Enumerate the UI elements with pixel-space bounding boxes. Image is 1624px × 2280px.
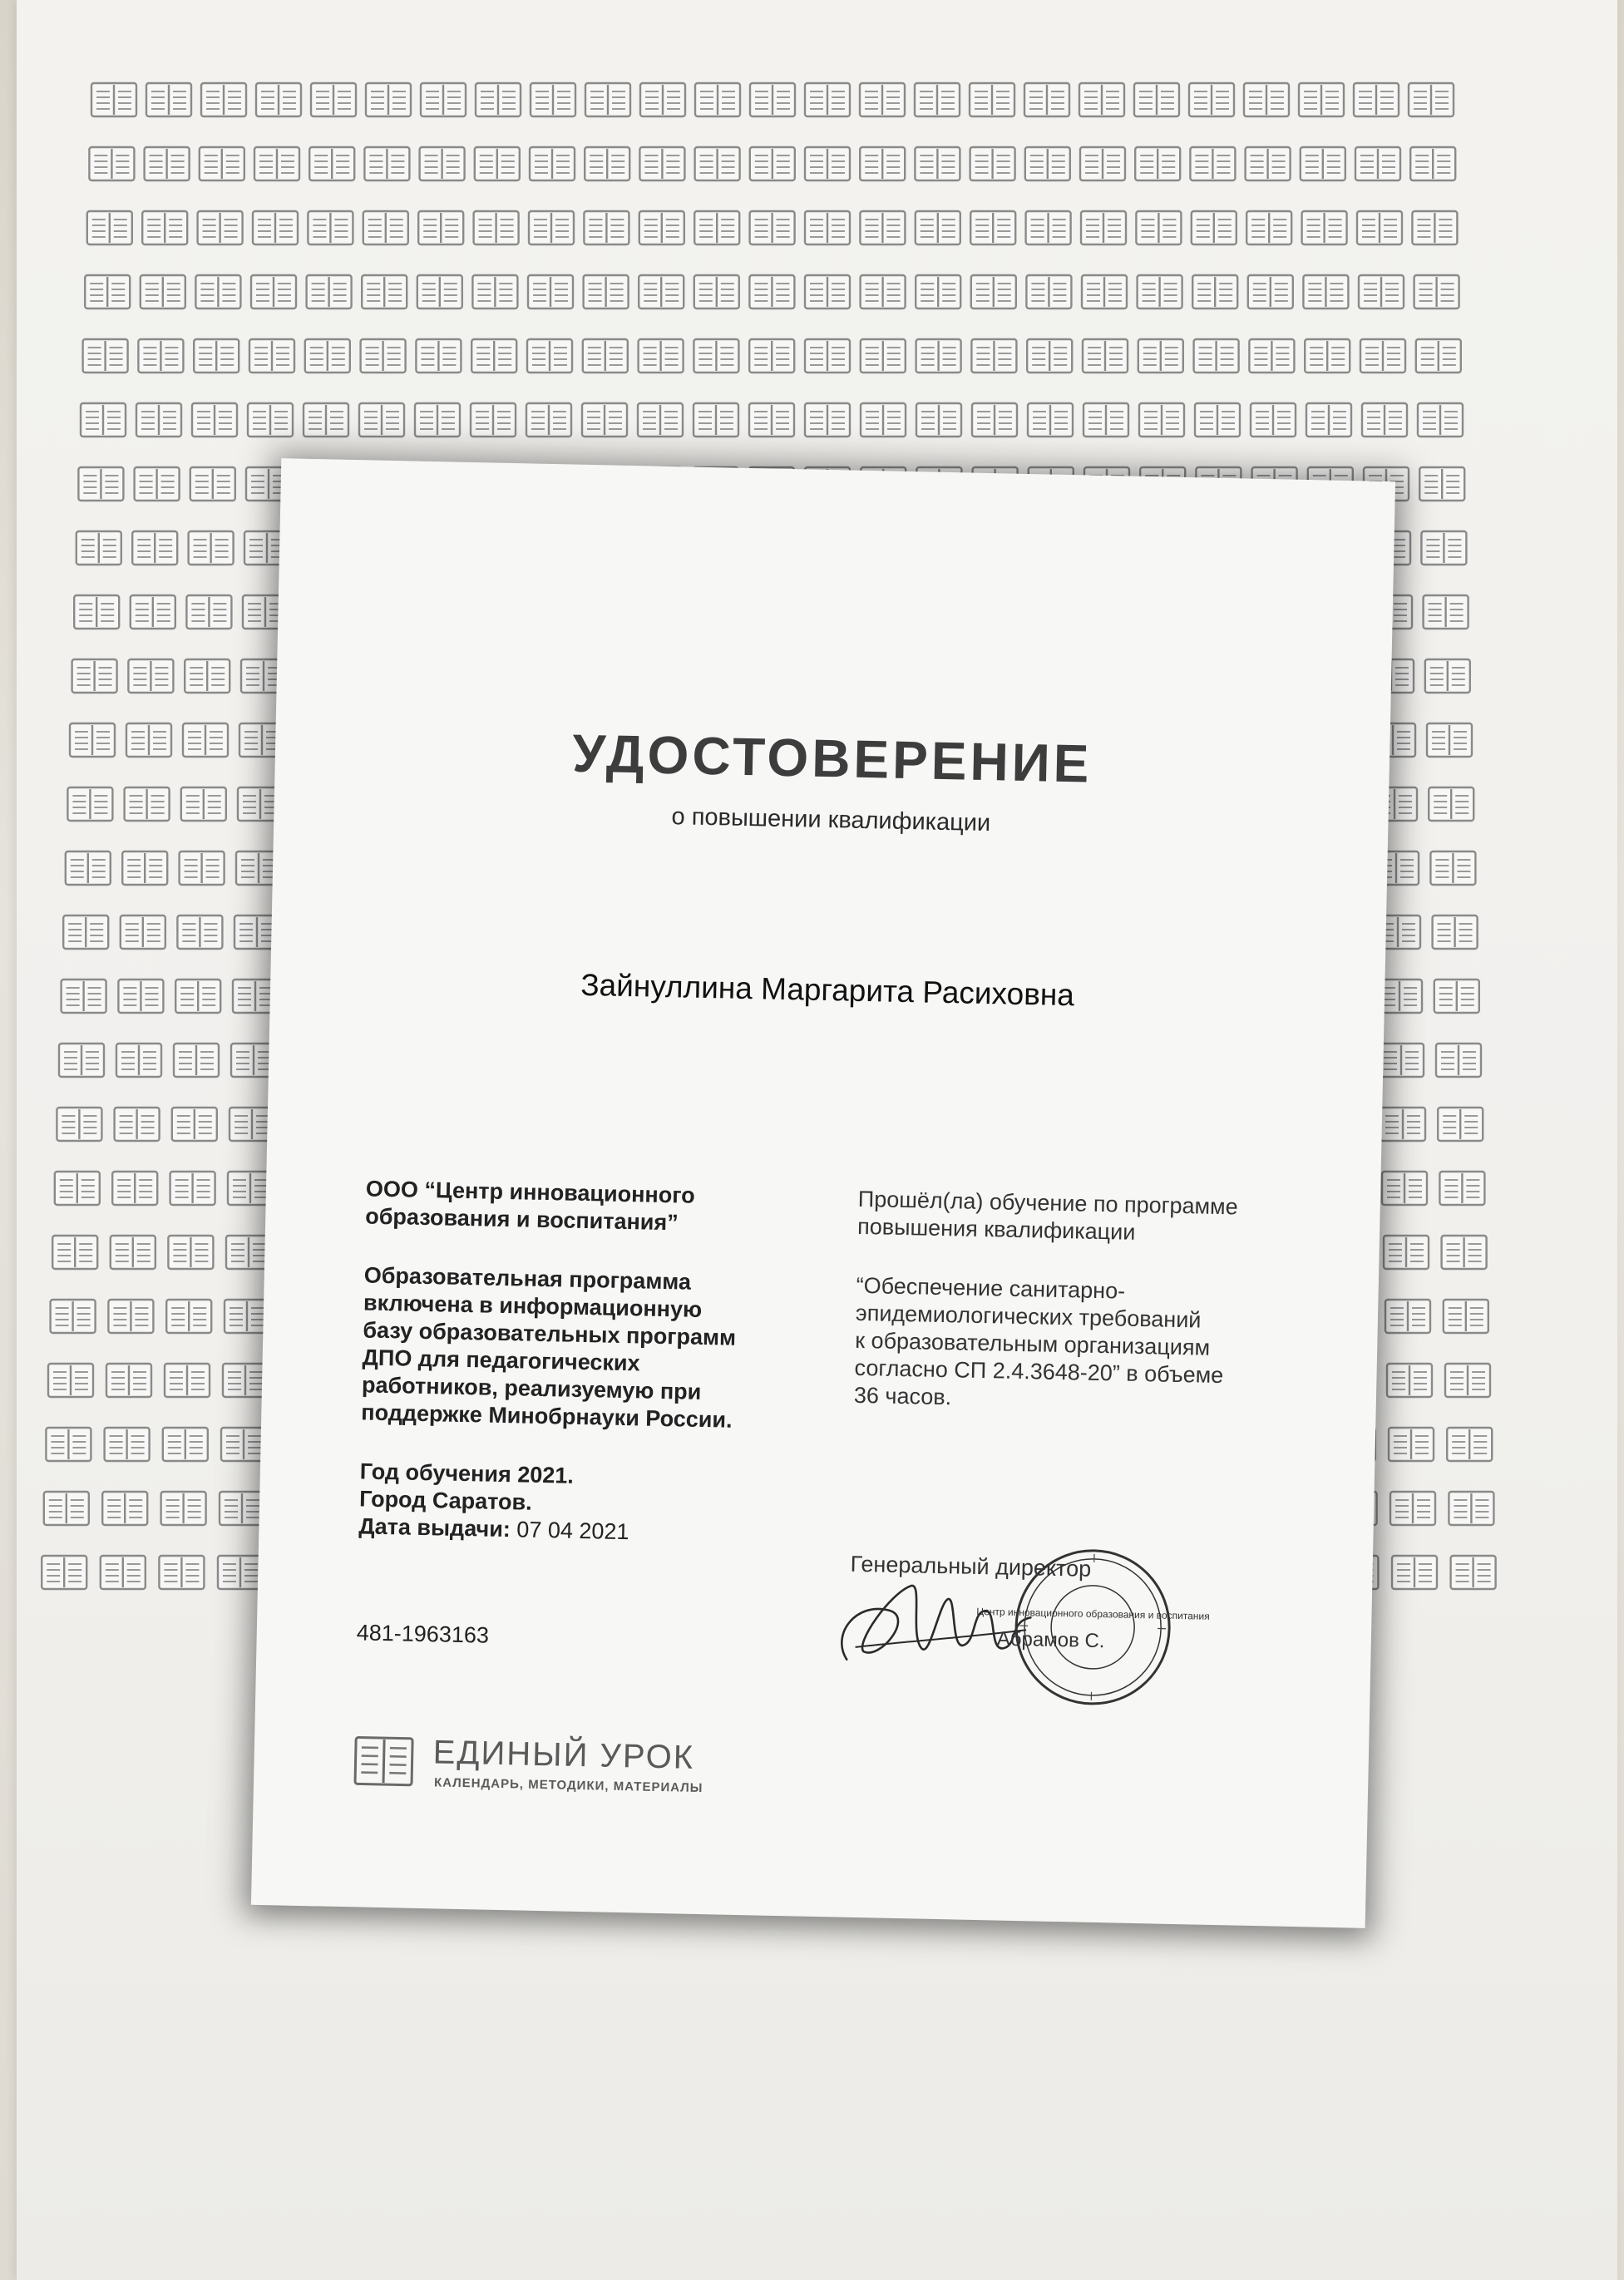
open-book-icon bbox=[861, 275, 906, 308]
open-book-icon bbox=[1081, 211, 1126, 244]
certificate-title: УДОСТОВЕРЕНИЕ bbox=[571, 723, 1093, 794]
open-book-icon bbox=[1433, 915, 1478, 949]
open-book-icon bbox=[66, 851, 111, 885]
open-book-icon bbox=[420, 147, 465, 180]
open-book-icon bbox=[1305, 339, 1350, 373]
open-book-icon bbox=[639, 339, 684, 373]
open-book-icon bbox=[471, 403, 516, 437]
open-book-icon bbox=[1026, 211, 1071, 244]
open-book-icon bbox=[1195, 403, 1240, 437]
open-book-icon bbox=[145, 147, 190, 180]
open-book-icon bbox=[77, 531, 121, 565]
open-book-icon bbox=[471, 339, 516, 373]
open-book-icon bbox=[1380, 1108, 1425, 1141]
open-book-icon bbox=[916, 339, 961, 373]
open-book-icon bbox=[1244, 83, 1289, 116]
open-book-icon bbox=[1306, 403, 1351, 437]
open-book-icon bbox=[161, 1492, 206, 1525]
open-book-icon bbox=[694, 403, 738, 437]
city: Город Саратов. bbox=[358, 1486, 532, 1515]
open-book-icon bbox=[972, 403, 1017, 437]
open-book-icon bbox=[583, 339, 628, 373]
open-book-icon bbox=[254, 147, 299, 180]
open-book-icon bbox=[221, 1428, 266, 1461]
open-book-icon bbox=[141, 275, 185, 308]
open-book-icon bbox=[78, 467, 123, 501]
open-book-icon bbox=[1134, 83, 1179, 116]
open-book-icon bbox=[971, 275, 1016, 308]
open-book-icon bbox=[860, 211, 905, 244]
open-book-icon bbox=[1083, 339, 1128, 373]
open-book-icon bbox=[528, 275, 573, 308]
open-book-icon bbox=[128, 659, 173, 693]
open-book-icon bbox=[1025, 147, 1070, 180]
open-book-icon bbox=[805, 275, 850, 308]
open-book-icon bbox=[70, 723, 115, 757]
open-book-icon bbox=[118, 980, 163, 1013]
open-book-icon bbox=[307, 275, 352, 308]
issue-date-label: Дата выдачи: bbox=[358, 1513, 511, 1542]
open-book-icon bbox=[46, 1428, 91, 1461]
backing-sheet bbox=[17, 0, 1617, 2280]
open-book-icon bbox=[111, 1236, 155, 1269]
open-book-icon bbox=[1421, 531, 1466, 565]
open-book-icon bbox=[1359, 275, 1404, 308]
open-book-icon bbox=[476, 83, 521, 116]
open-book-icon bbox=[132, 531, 177, 565]
open-book-icon bbox=[48, 1364, 93, 1397]
open-book-icon bbox=[529, 211, 574, 244]
open-book-icon bbox=[1434, 980, 1479, 1013]
open-book-icon bbox=[1303, 275, 1348, 308]
open-book-icon bbox=[1447, 1428, 1492, 1461]
open-book-icon bbox=[1389, 1428, 1434, 1461]
open-book-icon bbox=[1445, 1364, 1490, 1397]
open-book-icon bbox=[1246, 147, 1291, 180]
open-book-icon bbox=[249, 339, 294, 373]
program-registry-note: Образовательная программа включена в информационную базу образовательных программ ДПО для педагогических работников, реализуемую при поддержке Минобрнауки России. bbox=[361, 1262, 737, 1433]
issue-info bbox=[358, 1458, 826, 1550]
open-book-icon bbox=[421, 83, 466, 116]
open-book-icon bbox=[101, 1556, 146, 1589]
open-book-icon bbox=[44, 1492, 89, 1525]
open-book-icon bbox=[1192, 211, 1237, 244]
open-book-icon bbox=[304, 403, 348, 437]
open-book-icon bbox=[1083, 403, 1128, 437]
issue-date: 07 04 2021 bbox=[516, 1517, 629, 1545]
issuer-details bbox=[358, 1175, 832, 1582]
open-book-icon bbox=[750, 147, 795, 180]
open-book-icon bbox=[805, 83, 850, 116]
open-book-icon bbox=[359, 403, 404, 437]
open-book-icon bbox=[1379, 1044, 1424, 1077]
open-book-icon bbox=[116, 1044, 161, 1077]
open-book-icon bbox=[1251, 403, 1296, 437]
open-book-icon bbox=[1429, 787, 1473, 821]
open-book-icon bbox=[115, 1108, 160, 1141]
open-book-icon bbox=[63, 915, 108, 949]
open-book-icon bbox=[52, 1236, 97, 1269]
open-book-icon bbox=[146, 83, 191, 116]
organization-name: ООО “Центр инновационного образования и воспитания” bbox=[364, 1176, 695, 1236]
open-book-icon bbox=[72, 659, 117, 693]
open-book-icon bbox=[584, 275, 629, 308]
open-book-icon bbox=[971, 339, 1016, 373]
open-book-icon bbox=[1419, 467, 1464, 501]
open-book-icon bbox=[1138, 339, 1183, 373]
serial-number: 481-1963163 bbox=[356, 1620, 490, 1648]
open-book-icon bbox=[170, 1172, 215, 1205]
open-book-icon bbox=[1138, 275, 1182, 308]
open-book-icon bbox=[163, 1428, 208, 1461]
open-book-icon bbox=[1384, 1236, 1429, 1269]
open-book-icon bbox=[527, 339, 572, 373]
open-book-icon bbox=[138, 339, 183, 373]
open-book-icon bbox=[1418, 403, 1463, 437]
recipient-name: Зайнуллина Маргарита Расиховна bbox=[580, 967, 1075, 1013]
open-book-icon bbox=[1390, 1492, 1435, 1525]
director-title: Генеральный директор bbox=[850, 1551, 1092, 1582]
open-book-icon bbox=[131, 595, 175, 629]
open-book-icon bbox=[1194, 339, 1239, 373]
open-book-icon bbox=[1392, 1556, 1437, 1589]
open-book-icon bbox=[218, 1556, 263, 1589]
open-book-icon bbox=[1301, 147, 1345, 180]
program-title: “Обеспечение санитарно- эпидемиологических требований к образовательным организациям согласно СП 2.4.3648-20” в объеме 36 часов. bbox=[853, 1272, 1224, 1410]
open-book-icon bbox=[1449, 1492, 1493, 1525]
open-book-icon bbox=[970, 83, 1014, 116]
open-book-icon bbox=[915, 83, 960, 116]
open-book-icon bbox=[1355, 147, 1400, 180]
open-book-icon bbox=[1387, 1364, 1432, 1397]
open-book-icon bbox=[1424, 595, 1469, 629]
open-book-icon bbox=[639, 211, 684, 244]
open-book-icon bbox=[472, 275, 517, 308]
open-book-icon bbox=[186, 595, 231, 629]
open-book-icon bbox=[51, 1300, 96, 1333]
open-book-icon bbox=[1436, 1044, 1481, 1077]
open-book-icon bbox=[1079, 83, 1124, 116]
open-book-icon bbox=[85, 275, 130, 308]
open-book-icon bbox=[1427, 723, 1472, 757]
open-book-icon bbox=[142, 211, 187, 244]
open-book-icon bbox=[91, 83, 136, 116]
stamp-text: Центр инновационного образования и воспитания bbox=[976, 1605, 1210, 1622]
open-book-icon bbox=[1190, 147, 1235, 180]
open-book-icon bbox=[1439, 1172, 1484, 1205]
open-book-icon bbox=[1302, 211, 1347, 244]
open-book-icon bbox=[183, 723, 228, 757]
open-book-icon bbox=[861, 339, 906, 373]
open-book-icon bbox=[185, 659, 230, 693]
open-book-icon bbox=[916, 211, 960, 244]
open-book-icon bbox=[42, 1556, 86, 1589]
open-book-icon bbox=[860, 83, 905, 116]
open-book-icon bbox=[585, 83, 630, 116]
open-book-icon bbox=[89, 147, 134, 180]
open-book-icon bbox=[1430, 851, 1475, 885]
open-book-icon bbox=[165, 1364, 210, 1397]
open-book-icon bbox=[67, 787, 112, 821]
open-book-icon bbox=[638, 403, 683, 437]
open-book-icon bbox=[1438, 1108, 1483, 1141]
brand-name: ЕДИНЫЙ УРОК bbox=[432, 1734, 695, 1776]
open-book-icon bbox=[1442, 1236, 1487, 1269]
open-book-icon bbox=[474, 211, 519, 244]
open-book-icon bbox=[415, 403, 460, 437]
open-book-icon bbox=[1082, 275, 1127, 308]
open-book-icon bbox=[639, 275, 684, 308]
open-book-icon bbox=[62, 980, 106, 1013]
open-book-icon bbox=[1444, 1300, 1488, 1333]
open-book-icon bbox=[177, 915, 222, 949]
open-book-icon bbox=[122, 851, 167, 885]
open-book-icon bbox=[166, 1300, 211, 1333]
open-book-icon bbox=[81, 403, 126, 437]
open-book-icon bbox=[750, 83, 795, 116]
company-stamp-icon bbox=[976, 1542, 1210, 1712]
open-book-icon bbox=[55, 1172, 100, 1205]
open-book-icon bbox=[112, 1172, 157, 1205]
open-book-icon bbox=[83, 339, 128, 373]
open-book-icon bbox=[749, 275, 794, 308]
completion-statement: Прошёл(ла) обучение по программе повышения квалификации bbox=[856, 1186, 1239, 1245]
open-book-icon bbox=[1249, 339, 1294, 373]
open-book-icon bbox=[861, 403, 906, 437]
open-book-icon bbox=[1416, 339, 1461, 373]
open-book-icon bbox=[309, 147, 354, 180]
open-book-icon bbox=[102, 1492, 147, 1525]
open-book-icon bbox=[1192, 275, 1237, 308]
open-book-icon bbox=[364, 147, 409, 180]
open-book-icon bbox=[1027, 339, 1072, 373]
open-book-icon bbox=[1135, 147, 1180, 180]
open-book-icon bbox=[1409, 83, 1454, 116]
brand-tagline: КАЛЕНДАРЬ, МЕТОДИКИ, МАТЕРИАЛЫ bbox=[433, 1775, 703, 1796]
open-book-icon bbox=[135, 467, 180, 501]
director-name: Абрамов С. bbox=[996, 1627, 1105, 1653]
open-book-icon bbox=[1412, 211, 1457, 244]
open-book-icon bbox=[417, 275, 462, 308]
open-book-icon bbox=[1026, 275, 1071, 308]
brand-logo bbox=[353, 1732, 703, 1799]
open-book-icon bbox=[475, 147, 520, 180]
open-book-icon bbox=[305, 339, 350, 373]
open-book-icon bbox=[1189, 83, 1234, 116]
open-book-icon bbox=[916, 275, 960, 308]
open-book-icon bbox=[220, 1492, 264, 1525]
open-book-icon bbox=[121, 915, 165, 949]
open-book-icon bbox=[970, 147, 1015, 180]
open-book-icon bbox=[694, 275, 739, 308]
open-book-icon bbox=[970, 211, 1015, 244]
open-book-icon bbox=[108, 1300, 153, 1333]
open-book-icon bbox=[159, 1556, 204, 1589]
open-book-icon bbox=[694, 339, 738, 373]
open-book-icon bbox=[749, 339, 794, 373]
certificate-card bbox=[251, 458, 1395, 1928]
open-book-icon bbox=[1246, 211, 1291, 244]
open-book-icon bbox=[805, 147, 850, 180]
open-book-icon bbox=[694, 211, 739, 244]
open-book-icon bbox=[362, 275, 407, 308]
open-book-icon bbox=[189, 531, 234, 565]
open-book-icon bbox=[805, 403, 850, 437]
open-book-icon bbox=[1248, 275, 1293, 308]
open-book-icon bbox=[172, 1108, 217, 1141]
open-book-icon bbox=[1425, 659, 1470, 693]
open-book-icon bbox=[181, 787, 226, 821]
open-book-icon bbox=[530, 147, 575, 180]
open-book-icon bbox=[805, 211, 850, 244]
open-book-icon bbox=[640, 83, 685, 116]
open-book-icon bbox=[585, 147, 629, 180]
open-book-icon bbox=[366, 83, 411, 116]
open-book-icon bbox=[749, 403, 794, 437]
open-book-icon bbox=[192, 403, 237, 437]
open-book-icon bbox=[584, 211, 629, 244]
open-book-icon bbox=[1360, 339, 1405, 373]
open-book-icon bbox=[418, 211, 463, 244]
open-book-icon bbox=[1299, 83, 1344, 116]
open-book-icon bbox=[1385, 1300, 1430, 1333]
open-book-icon bbox=[106, 1364, 151, 1397]
open-book-icon bbox=[1414, 275, 1459, 308]
open-book-icon bbox=[1362, 403, 1407, 437]
open-book-icon bbox=[87, 211, 132, 244]
open-book-icon bbox=[311, 83, 356, 116]
open-book-icon bbox=[860, 147, 905, 180]
study-year: Год обучения 2021. bbox=[359, 1458, 575, 1488]
open-book-icon bbox=[136, 403, 181, 437]
certificate-subtitle: о повышении квалификации bbox=[671, 803, 991, 837]
open-book-icon bbox=[105, 1428, 150, 1461]
open-book-icon bbox=[353, 1735, 414, 1786]
open-book-icon bbox=[1139, 403, 1184, 437]
open-book-icon bbox=[750, 211, 795, 244]
open-book-icon bbox=[639, 147, 684, 180]
open-book-icon bbox=[201, 83, 246, 116]
open-book-icon bbox=[915, 147, 960, 180]
open-book-icon bbox=[194, 339, 239, 373]
open-book-icon bbox=[1357, 211, 1402, 244]
open-book-icon bbox=[200, 147, 244, 180]
open-book-icon bbox=[180, 851, 225, 885]
open-book-icon bbox=[256, 83, 301, 116]
open-book-icon bbox=[198, 211, 243, 244]
open-book-icon bbox=[195, 275, 240, 308]
open-book-icon bbox=[1136, 211, 1181, 244]
open-book-icon bbox=[805, 339, 850, 373]
open-book-icon bbox=[1410, 147, 1455, 180]
open-book-icon bbox=[363, 211, 408, 244]
open-book-icon bbox=[251, 275, 296, 308]
open-book-icon bbox=[125, 787, 170, 821]
open-book-icon bbox=[526, 403, 571, 437]
open-book-icon bbox=[59, 1044, 104, 1077]
open-book-icon bbox=[361, 339, 406, 373]
open-book-icon bbox=[1354, 83, 1399, 116]
open-book-icon bbox=[695, 147, 740, 180]
open-book-icon bbox=[582, 403, 627, 437]
open-book-icon bbox=[1382, 1172, 1427, 1205]
open-book-icon bbox=[168, 1236, 213, 1269]
open-book-icon bbox=[695, 83, 740, 116]
open-book-icon bbox=[1080, 147, 1125, 180]
course-details bbox=[853, 1186, 1324, 1451]
open-book-icon bbox=[916, 403, 961, 437]
open-book-icon bbox=[1024, 83, 1069, 116]
open-book-icon bbox=[253, 211, 298, 244]
open-book-icon bbox=[174, 1044, 219, 1077]
open-book-icon bbox=[175, 980, 220, 1013]
open-book-icon bbox=[248, 403, 293, 437]
open-book-icon bbox=[74, 595, 119, 629]
open-book-icon bbox=[308, 211, 353, 244]
open-book-icon bbox=[1028, 403, 1073, 437]
open-book-icon bbox=[190, 467, 235, 501]
open-book-icon bbox=[531, 83, 575, 116]
open-book-icon bbox=[57, 1108, 101, 1141]
open-book-icon bbox=[1451, 1556, 1496, 1589]
open-book-icon bbox=[126, 723, 171, 757]
open-book-icon bbox=[416, 339, 461, 373]
